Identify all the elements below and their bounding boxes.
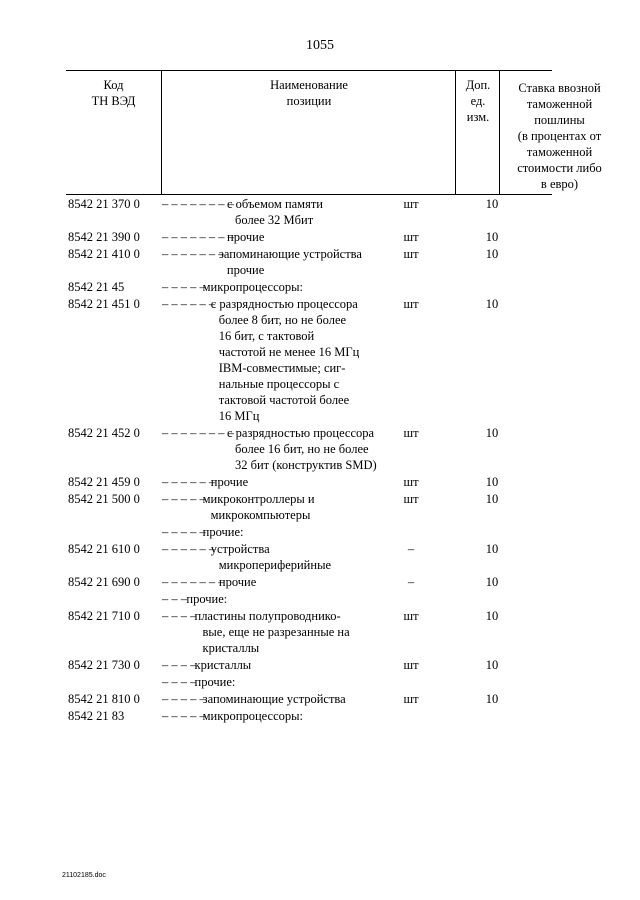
table-row <box>0 474 640 491</box>
duty-rate: 10 <box>485 658 499 672</box>
duty-rate: 10 <box>485 575 499 589</box>
unit-of-measure: – <box>407 575 415 589</box>
item-description-line: 16 бит, с тактовой <box>218 329 315 343</box>
item-description-line: кристаллы <box>194 658 252 672</box>
item-description-line: IBM-совместимые; сиг- <box>218 361 346 375</box>
item-description-line: частотой не менее 16 МГц <box>218 345 360 359</box>
header-code-line: ТН ВЭД <box>91 94 136 108</box>
hierarchy-dashes: – – – – – <box>162 709 206 723</box>
hierarchy-dashes: – – – – <box>162 658 197 672</box>
unit-of-measure: шт <box>403 475 419 489</box>
item-description-line: кристаллы <box>202 641 260 655</box>
tnved-code: 8542 21 390 0 <box>68 230 140 244</box>
duty-rate: 10 <box>485 230 499 244</box>
hierarchy-dashes: – – – <box>162 592 187 606</box>
table-row <box>0 608 640 657</box>
table-row <box>0 691 640 708</box>
tnved-code: 8542 21 690 0 <box>68 575 140 589</box>
unit-of-measure: шт <box>403 247 419 261</box>
item-description-line: более 32 Мбит <box>235 213 314 227</box>
header-name-line: Наименование <box>270 78 348 92</box>
tnved-code: 8542 21 83 <box>68 709 125 723</box>
hierarchy-dashes: – – – – <box>162 675 197 689</box>
header-rate-line: (в процентах от <box>517 129 602 143</box>
duty-rate: 10 <box>485 609 499 623</box>
tnved-code: 8542 21 459 0 <box>68 475 140 489</box>
table-header <box>66 70 602 195</box>
item-description-line: более 16 бит, но не более <box>235 442 369 456</box>
header-code-line: Код <box>103 78 124 92</box>
header-name-line: позиции <box>286 94 332 108</box>
unit-of-measure: – <box>407 542 415 556</box>
hierarchy-dashes: – – – – – – – – <box>162 230 234 244</box>
tnved-code: 8542 21 810 0 <box>68 692 140 706</box>
header-unit-line: изм. <box>466 110 490 124</box>
header-code-column <box>66 71 161 194</box>
item-description-line: с объемом памяти <box>227 197 323 211</box>
item-description-line: вые, еще не разрезанные на <box>202 625 350 639</box>
table-row <box>0 657 640 674</box>
tnved-code: 8542 21 500 0 <box>68 492 140 506</box>
unit-of-measure: шт <box>403 297 419 311</box>
item-description-line: устройства <box>210 542 270 556</box>
item-description-line: запоминающие устройства <box>218 247 362 261</box>
item-description-line: 16 МГц <box>218 409 260 423</box>
item-description-line: тактовой частотой более <box>218 393 350 407</box>
item-description-line: пластины полупроводнико- <box>194 609 341 623</box>
tnved-code: 8542 21 710 0 <box>68 609 140 623</box>
header-rate-line: таможенной <box>526 97 593 111</box>
duty-rate: 10 <box>485 475 499 489</box>
duty-rate: 10 <box>485 692 499 706</box>
item-description-line: прочие <box>226 263 265 277</box>
table-row <box>0 574 640 591</box>
unit-of-measure: шт <box>403 658 419 672</box>
unit-of-measure: шт <box>403 230 419 244</box>
hierarchy-dashes: – – – – – <box>162 492 206 506</box>
header-rate-line: Ставка ввозной <box>518 81 601 95</box>
page-number: 1055 <box>306 38 334 53</box>
tnved-code: 8542 21 451 0 <box>68 297 140 311</box>
tnved-code: 8542 21 45 <box>68 280 125 294</box>
header-unit-line: ед. <box>470 94 486 108</box>
hierarchy-dashes: – – – – – <box>162 280 206 294</box>
tnved-code: 8542 21 452 0 <box>68 426 140 440</box>
header-rate-line: таможенной <box>526 145 593 159</box>
item-description-line: микропериферийные <box>218 558 332 572</box>
table-row <box>0 591 640 608</box>
hierarchy-dashes: – – – – – – – – <box>162 197 234 211</box>
table-row <box>0 279 640 296</box>
header-name-column <box>161 71 456 194</box>
hierarchy-dashes: – – – – – <box>162 525 206 539</box>
unit-of-measure: шт <box>403 426 419 440</box>
item-description-line: запоминающие устройства <box>202 692 346 706</box>
tnved-code: 8542 21 370 0 <box>68 197 140 211</box>
item-description-line: прочие: <box>194 675 236 689</box>
unit-of-measure: шт <box>403 692 419 706</box>
table-row <box>0 246 640 279</box>
table-row <box>0 674 640 691</box>
header-unit-column <box>455 71 500 194</box>
hierarchy-dashes: – – – – – – – <box>162 575 225 589</box>
header-rate-line: в евро) <box>540 177 579 191</box>
hierarchy-dashes: – – – – – <box>162 692 206 706</box>
table-row <box>0 708 640 725</box>
duty-rate: 10 <box>485 426 499 440</box>
table-row <box>0 229 640 246</box>
table-row <box>0 491 640 524</box>
table-row <box>0 541 640 574</box>
item-description-line: прочие <box>218 575 257 589</box>
header-rate-column <box>499 71 619 194</box>
table-row <box>0 524 640 541</box>
header-rate-line: стоимости либо <box>517 161 602 175</box>
table-row <box>0 196 640 229</box>
hierarchy-dashes: – – – – – – <box>162 297 216 311</box>
duty-rate: 10 <box>485 542 499 556</box>
item-description-line: 32 бит (конструктив SMD) <box>235 458 377 472</box>
hierarchy-dashes: – – – – – – <box>162 475 216 489</box>
hierarchy-dashes: – – – – – – <box>162 542 216 556</box>
item-description-line: микрокомпьютеры <box>210 508 311 522</box>
item-description-line: прочие: <box>202 525 244 539</box>
item-description-line: нальные процессоры с <box>218 377 340 391</box>
item-description-line: микроконтроллеры и <box>202 492 315 506</box>
header-rate-line: пошлины <box>534 113 585 127</box>
tnved-code: 8542 21 410 0 <box>68 247 140 261</box>
item-description-line: прочие <box>227 230 265 244</box>
document-filename: 21102185.doc <box>62 872 106 879</box>
unit-of-measure: шт <box>403 197 419 211</box>
item-description-line: прочие <box>210 475 249 489</box>
item-description-line: микропроцессоры: <box>202 280 304 294</box>
header-unit-line: Доп. <box>465 78 491 92</box>
table-body <box>0 196 640 725</box>
duty-rate: 10 <box>485 297 499 311</box>
hierarchy-dashes: – – – – – – – <box>162 247 225 261</box>
tnved-code: 8542 21 730 0 <box>68 658 140 672</box>
unit-of-measure: шт <box>403 609 419 623</box>
item-description-line: с разрядностью процессора <box>210 297 358 311</box>
hierarchy-dashes: – – – – <box>162 609 197 623</box>
item-description-line: более 8 бит, но не более <box>218 313 347 327</box>
table-row <box>0 425 640 474</box>
duty-rate: 10 <box>485 197 499 211</box>
item-description-line: микропроцессоры: <box>202 709 304 723</box>
duty-rate: 10 <box>485 247 499 261</box>
item-description-line: прочие: <box>186 592 228 606</box>
duty-rate: 10 <box>485 492 499 506</box>
item-description-line: с разрядностью процессора <box>227 426 375 440</box>
tnved-code: 8542 21 610 0 <box>68 542 140 556</box>
unit-of-measure: шт <box>403 492 419 506</box>
hierarchy-dashes: – – – – – – – – <box>162 426 234 440</box>
table-row <box>0 296 640 425</box>
